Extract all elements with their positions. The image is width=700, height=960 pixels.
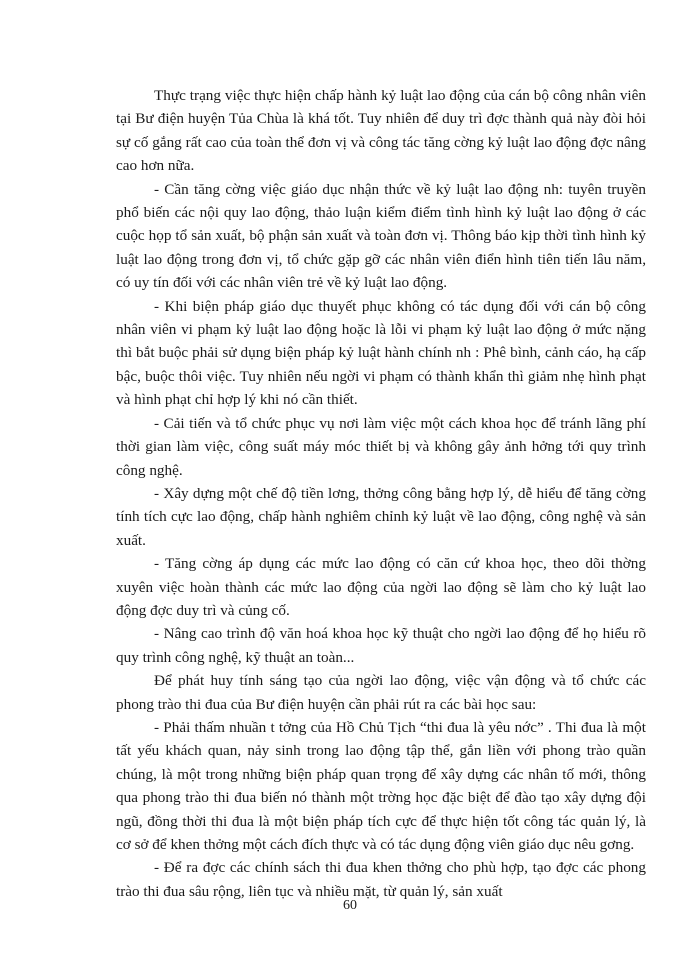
paragraph-9: - Phải thấm nhuần t tởng của Hồ Chủ Tịch “thi đua là yêu nớc” . Thi đua là một tất yếu khách quan, nảy sinh trong lao động tập thể, gắn liền với phong trào quần chúng, là một trong những biện pháp quan trọng để xây dựng các nhân tố mới, thông qua phong trào thi đua biến nó thành một trờng học đặc biệt để đào tạo xây dựng đội ngũ, đồng thời thi đua là một biện pháp tích cực để thực hiện tốt công tác quản lý, là cơ sở để khen thởng một cách đích thực và có tác dụng động viên giáo dục nêu gơng.: [116, 718, 646, 853]
paragraph-10: - Để ra đợc các chính sách thi đua khen thởng cho phù hợp, tạo đợc các phong trào thi đua sâu rộng, liên tục và nhiều mặt, từ quản lý, sản xuất: [116, 859, 646, 900]
paragraph-8: Để phát huy tính sáng tạo của ngời lao động, việc vận động và tổ chức các phong trào thi đua của Bư điện huyện cần phải rút ra các bài học sau:: [116, 672, 646, 713]
paragraph-6: - Tăng cờng áp dụng các mức lao động có căn cứ khoa học, theo dõi thờng xuyên việc hoàn thành các mức lao động của ngời lao động sẽ làm cho kỷ luật lao động đợc duy trì và củng cố.: [116, 555, 646, 619]
paragraph-3: - Khi biện pháp giáo dục thuyết phục không có tác dụng đối với cán bộ công nhân viên vi phạm kỷ luật lao động hoặc là lỗi vi phạm kỷ luật lao động ở mức nặng thì bắt buộc phải sử dụng biện pháp kỷ luật hành chính nh : Phê bình, cảnh cáo, hạ cấp bậc, buộc thôi việc. Tuy nhiên nếu ngời vi phạm có thành khẩn thì giảm nhẹ hình phạt và hình phạt chỉ hợp lý khi nó cần thiết.: [116, 297, 646, 409]
paragraph-2: - Cần tăng cờng việc giáo dục nhận thức về kỷ luật lao động nh: tuyên truyền phổ biến các nội quy lao động, thảo luận kiểm điểm tình hình kỷ luật lao động ở các cuộc họp tổ sản xuất, bộ phận sản xuất và toàn đơn vị. Thông báo kịp thời tình hình kỷ luật lao động trong đơn vị, tổ chức gặp gỡ các nhân viên điển hình tiên tiến lâu năm, có uy tín đối với các nhân viên trẻ về kỷ luật lao động.: [116, 180, 646, 292]
page-number: 60: [343, 898, 357, 913]
body-text: [116, 84, 646, 903]
paragraph-5: - Xây dựng một chế độ tiền lơng, thởng công bằng hợp lý, dễ hiểu để tăng cờng tính tích cực lao động, chấp hành nghiêm chỉnh kỷ luật về lao động, công nghệ và sản xuất.: [116, 484, 646, 549]
paragraph-7: - Nâng cao trình độ văn hoá khoa học kỹ thuật cho ngời lao động để họ hiểu rõ quy trình công nghệ, kỹ thuật an toàn...: [116, 625, 646, 666]
paragraph-4: - Cải tiến và tổ chức phục vụ nơi làm việc một cách khoa học để tránh lãng phí thời gian làm việc, công suất máy móc thiết bị và không gây ảnh hởng tới quy trình công nghệ.: [116, 414, 646, 479]
paragraph-1: Thực trạng việc thực hiện chấp hành kỷ luật lao động của cán bộ công nhân viên tại Bư điện huyện Tủa Chùa là khá tốt. Tuy nhiên để duy trì đợc thành quả này đòi hỏi sự cố gắng rất cao của toàn thể đơn vị và công tác tăng cờng kỷ luật lao động đợc nâng cao hơn nữa.: [116, 87, 646, 175]
